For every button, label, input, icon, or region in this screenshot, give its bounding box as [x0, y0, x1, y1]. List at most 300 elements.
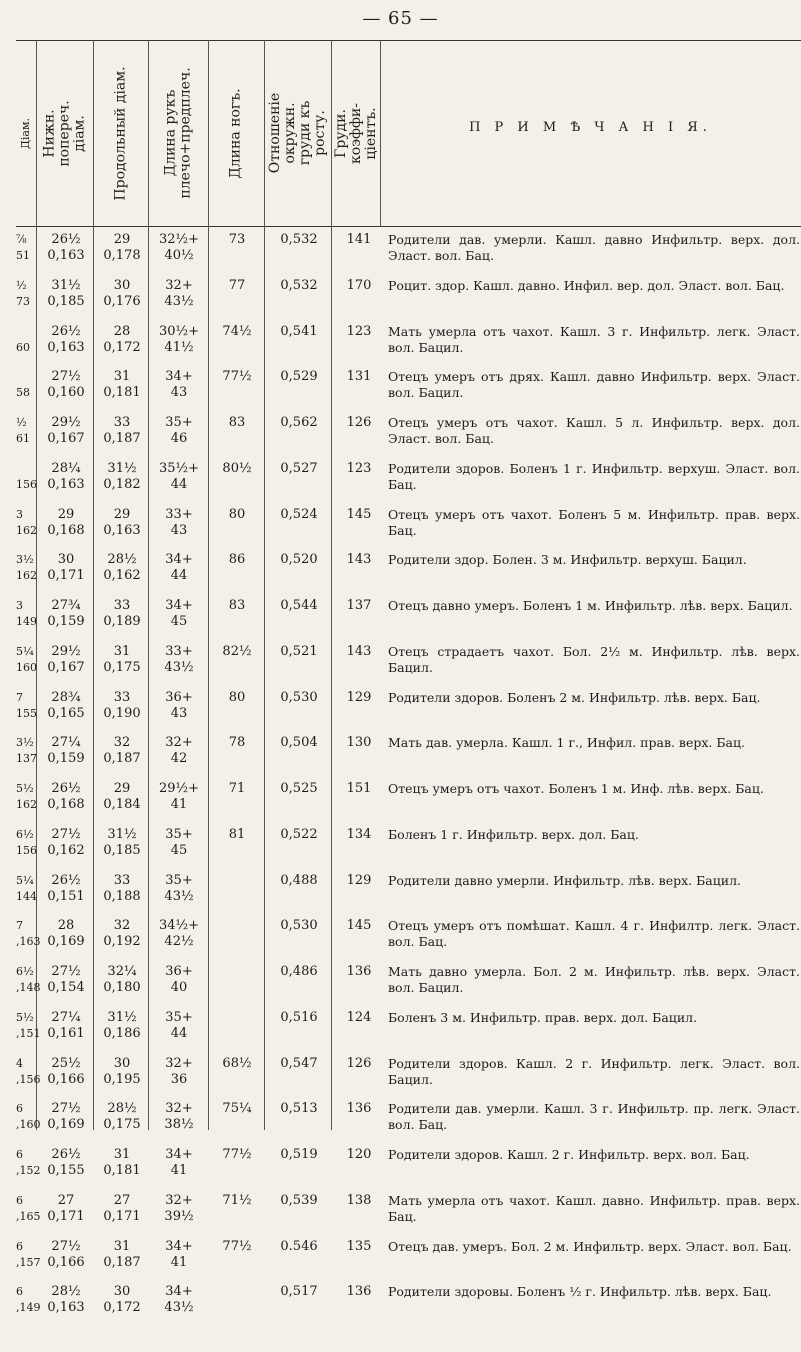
- table-row: [0, 1193, 801, 1239]
- leg-length: 74½: [222, 323, 252, 339]
- transverse-diameter: 29: [57, 506, 75, 522]
- table-row: [0, 1056, 801, 1102]
- row-note-text: Родители здоров. Кашл. 2 г. Инфильтр. верх. вол. Бац.: [388, 1147, 750, 1162]
- arm-length: 32+: [165, 1055, 193, 1071]
- transverse-diameter: 26½: [51, 232, 81, 247]
- chest-ratio: 0,532: [280, 232, 318, 247]
- header-longitudinal-diameter: Продольный діам.: [112, 65, 129, 201]
- row-index-top: 6: [16, 1239, 23, 1253]
- table-row: [0, 1284, 801, 1330]
- row-note-text: Отецъ давно умеръ. Боленъ 1 м. Инфильтр. лѣв. верх. Бацил.: [388, 598, 793, 613]
- forearm-length: 45: [170, 842, 188, 858]
- arm-length: 34+: [165, 552, 193, 568]
- row-index-top: 7: [16, 690, 23, 704]
- transverse-diameter: 27½: [51, 1238, 81, 1254]
- row-index-bottom: ,165: [16, 1209, 41, 1223]
- chest-ratio: 0,513: [280, 1101, 318, 1117]
- chest-ratio: 0,532: [280, 277, 318, 293]
- forearm-length: 43½: [164, 1300, 194, 1316]
- row-index-top: ⅞: [16, 233, 27, 246]
- row-index-bottom: ,149: [16, 1301, 41, 1315]
- transverse-ratio: 0,163: [47, 339, 85, 355]
- longitudinal-ratio: 0,172: [103, 339, 141, 355]
- chest-ratio: 0,541: [280, 323, 318, 339]
- row-note-text: Отецъ страдаетъ чахот. Бол. 2½ м. Инфильтр. лѣв. верх. Бацил.: [388, 643, 800, 675]
- transverse-ratio: 0,185: [47, 293, 85, 309]
- longitudinal-ratio: 0,195: [103, 1071, 141, 1087]
- table-row: [0, 324, 801, 370]
- transverse-ratio: 0,167: [47, 659, 85, 675]
- table-row: [0, 232, 801, 278]
- header-transverse-diameter: Нижн. попереч. діам.: [41, 99, 88, 167]
- longitudinal-ratio: 0,176: [103, 293, 141, 309]
- row-index-bottom: 156: [16, 477, 37, 491]
- leg-length: 77: [228, 277, 246, 293]
- leg-length: 71: [228, 781, 246, 796]
- row-note-text: Родители давно умерли. Инфильтр. лѣв. верх. Бацил.: [388, 872, 742, 888]
- transverse-ratio: 0,151: [47, 888, 85, 904]
- chest-coefficient: 123: [346, 323, 372, 339]
- longitudinal-diameter: 32: [113, 918, 131, 934]
- arm-length: 36+: [165, 689, 193, 705]
- page-number: — 65 —: [362, 8, 439, 29]
- row-note-text: Мать дав. умерла. Кашл. 1 г., Инфил. прав. верх. Бац.: [388, 735, 746, 751]
- chest-coefficient: 131: [346, 369, 372, 385]
- row-note: [388, 964, 800, 996]
- transverse-diameter: 27½: [51, 1101, 81, 1117]
- transverse-ratio: 0,154: [47, 980, 85, 995]
- transverse-diameter: 25½: [51, 1055, 81, 1071]
- longitudinal-ratio: 0,187: [103, 1254, 141, 1270]
- table-row: [0, 827, 801, 873]
- transverse-diameter: 26½: [51, 872, 81, 888]
- longitudinal-ratio: 0,182: [103, 476, 141, 492]
- row-note: [388, 1101, 800, 1133]
- row-note: [388, 1239, 800, 1255]
- forearm-length: 40: [170, 980, 188, 995]
- longitudinal-diameter: 33: [113, 872, 131, 888]
- transverse-diameter: 26½: [51, 1147, 81, 1162]
- longitudinal-diameter: 27: [113, 1192, 131, 1208]
- table-row: [0, 415, 801, 461]
- row-note-text: Роцит. здор. Кашл. давно. Инфил. вер. дол. Эласт. вол. Бац.: [388, 277, 785, 293]
- chest-coefficient: 170: [346, 277, 372, 293]
- forearm-length: 42: [170, 751, 188, 767]
- transverse-diameter: 28: [57, 918, 75, 934]
- longitudinal-ratio: 0,181: [103, 1163, 141, 1178]
- chest-coefficient: 124: [346, 1009, 372, 1025]
- chest-coefficient: 126: [346, 1055, 372, 1071]
- chest-ratio: 0,539: [280, 1192, 318, 1208]
- chest-coefficient: 137: [346, 598, 372, 613]
- leg-length: 80: [228, 689, 246, 705]
- table-row: [0, 507, 801, 553]
- arm-length: 33+: [165, 506, 193, 522]
- leg-length: 80: [228, 506, 246, 522]
- longitudinal-diameter: 31: [113, 1147, 131, 1162]
- chest-ratio: 0,562: [280, 415, 318, 430]
- transverse-ratio: 0,159: [47, 614, 85, 629]
- forearm-length: 43½: [164, 659, 194, 675]
- row-note: [388, 507, 800, 539]
- row-note-text: Родители здоров. Боленъ 2 м. Инфильтр. лѣв. верх. Бац.: [388, 689, 761, 705]
- chest-coefficient: 151: [346, 781, 372, 796]
- longitudinal-ratio: 0,180: [103, 980, 141, 995]
- transverse-diameter: 29½: [51, 415, 81, 430]
- transverse-diameter: 29½: [51, 643, 81, 659]
- transverse-ratio: 0,165: [47, 705, 85, 721]
- chest-ratio: 0,488: [280, 872, 318, 888]
- table-row: [0, 690, 801, 736]
- longitudinal-diameter: 33: [113, 415, 131, 430]
- longitudinal-diameter: 30: [113, 1055, 131, 1071]
- arm-length: 32+: [165, 1101, 193, 1117]
- longitudinal-ratio: 0,187: [103, 751, 141, 767]
- transverse-diameter: 26½: [51, 781, 81, 796]
- row-index-top: 6: [16, 1193, 23, 1207]
- row-index-bottom: 162: [16, 523, 37, 537]
- transverse-diameter: 27½: [51, 369, 81, 385]
- longitudinal-ratio: 0,175: [103, 1117, 141, 1133]
- row-note: [388, 690, 800, 706]
- chest-coefficient: 129: [346, 872, 372, 888]
- transverse-ratio: 0,155: [47, 1163, 85, 1178]
- chest-ratio: 0,504: [280, 735, 318, 751]
- transverse-ratio: 0,159: [47, 751, 85, 767]
- longitudinal-diameter: 33: [113, 598, 131, 613]
- table-row: [0, 598, 801, 644]
- chest-coefficient: 130: [346, 735, 372, 751]
- arm-length: 30½+: [158, 323, 200, 339]
- transverse-ratio: 0,162: [47, 842, 85, 858]
- row-index-top: 7: [16, 919, 23, 933]
- row-note: [388, 781, 800, 797]
- chest-ratio: 0,517: [280, 1284, 318, 1300]
- transverse-ratio: 0,169: [47, 934, 85, 950]
- header-chest-coefficient: Груди. коэффи-ціентъ.: [332, 102, 379, 164]
- forearm-length: 42½: [164, 934, 194, 950]
- row-note: [388, 232, 800, 264]
- row-note-text: Мать умерла отъ чахот. Кашл. 3 г. Инфильтр. легк. Эласт. вол. Бацил.: [388, 323, 800, 355]
- arm-length: 35+: [165, 1009, 193, 1025]
- row-index-top: 5½: [16, 782, 34, 795]
- chest-ratio: 0,525: [280, 781, 318, 796]
- header-arm-length: Длина рукъ плечо+предплеч.: [162, 67, 194, 199]
- row-note: [388, 1147, 800, 1163]
- longitudinal-diameter: 28½: [107, 552, 137, 568]
- forearm-length: 44: [170, 1025, 188, 1041]
- table-row: [0, 644, 801, 690]
- row-note: [388, 369, 800, 401]
- longitudinal-ratio: 0,187: [103, 431, 141, 446]
- chest-coefficient: 129: [346, 689, 372, 705]
- leg-length: 80½: [222, 460, 252, 476]
- table-row: [0, 552, 801, 598]
- chest-ratio: 0,520: [280, 552, 318, 568]
- row-note: [388, 324, 800, 356]
- transverse-ratio: 0,168: [47, 522, 85, 538]
- row-index-bottom: 137: [16, 752, 37, 766]
- transverse-ratio: 0,163: [47, 248, 85, 263]
- longitudinal-diameter: 32: [113, 735, 131, 751]
- leg-length: 86: [228, 552, 246, 568]
- row-note-text: Отецъ дав. умеръ. Бол. 2 м. Инфильтр. верх. Эласт. вол. Бац.: [388, 1238, 792, 1254]
- chest-coefficient: 143: [346, 552, 372, 568]
- row-note: [388, 552, 800, 568]
- transverse-diameter: 28¾: [51, 689, 81, 705]
- arm-length: 35+: [165, 872, 193, 888]
- leg-length: 78: [228, 735, 246, 751]
- arm-length: 35+: [165, 826, 193, 842]
- chest-ratio: 0,527: [280, 460, 318, 476]
- row-index-bottom: 160: [16, 660, 37, 674]
- chest-coefficient: 143: [346, 643, 372, 659]
- chest-ratio: 0,516: [280, 1009, 318, 1025]
- row-index-top: 3: [16, 507, 23, 521]
- leg-length: 81: [228, 826, 246, 842]
- row-index-top: ½: [16, 416, 27, 429]
- forearm-length: 45: [170, 614, 188, 629]
- row-note: [388, 598, 800, 614]
- transverse-diameter: 28½: [51, 1284, 81, 1300]
- row-index-top: ½: [16, 278, 27, 292]
- row-note: [388, 1284, 800, 1300]
- transverse-diameter: 28¼: [51, 460, 81, 476]
- forearm-length: 41: [170, 1254, 188, 1270]
- transverse-diameter: 27¾: [51, 598, 81, 613]
- chest-ratio: 0,530: [280, 689, 318, 705]
- chest-ratio: 0,521: [280, 643, 318, 659]
- row-index-bottom: 155: [16, 706, 37, 720]
- transverse-ratio: 0,166: [47, 1071, 85, 1087]
- row-note-text: Мать умерла отъ чахот. Кашл. давно. Инфильтр. прав. верх. Бац.: [388, 1192, 800, 1224]
- leg-length: 83: [228, 598, 246, 613]
- forearm-length: 40½: [164, 248, 194, 263]
- forearm-length: 43½: [164, 888, 194, 904]
- row-note-text: Родители дав. умерли. Кашл. давно Инфильтр. верх. дол. Эласт. вол. Бац.: [388, 232, 800, 263]
- longitudinal-diameter: 31: [113, 1238, 131, 1254]
- longitudinal-diameter: 29: [113, 232, 131, 247]
- row-index-bottom: ,152: [16, 1164, 41, 1177]
- forearm-length: 39½: [164, 1208, 194, 1224]
- row-index-bottom: ,148: [16, 981, 41, 994]
- row-index-top: 5¼: [16, 873, 34, 887]
- transverse-ratio: 0,168: [47, 797, 85, 812]
- chest-ratio: 0,522: [280, 826, 318, 842]
- chest-coefficient: 126: [346, 415, 372, 430]
- row-note-text: Отецъ умеръ отъ чахот. Кашл. 5 л. Инфильтр. верх. дол. Эласт. вол. Бац.: [388, 415, 800, 446]
- row-note-text: Отецъ умеръ отъ чахот. Боленъ 5 м. Инфильтр. прав. верх. Бац.: [388, 506, 800, 538]
- arm-length: 32+: [165, 735, 193, 751]
- table-row: [0, 781, 801, 827]
- row-index-top: 6: [16, 1285, 23, 1299]
- header-leg-length: Длина ногъ.: [228, 87, 244, 179]
- arm-length: 34½+: [158, 918, 200, 934]
- chest-ratio: 0.546: [280, 1238, 318, 1254]
- leg-length: 77½: [222, 1238, 252, 1254]
- row-note-text: Отецъ умеръ отъ дрях. Кашл. давно Инфильтр. верх. Эласт. вол. Бацил.: [388, 369, 800, 401]
- header-notes: П Р И М Ѣ Ч А Н І Я.: [469, 120, 712, 135]
- row-note: [388, 461, 800, 493]
- row-index-bottom: 149: [16, 615, 37, 628]
- row-note-text: Родители здоров. Кашл. 2 г. Инфильтр. легк. Эласт. вол. Бацил.: [388, 1055, 800, 1087]
- chest-ratio: 0,530: [280, 918, 318, 934]
- longitudinal-ratio: 0,190: [103, 705, 141, 721]
- leg-length: 73: [228, 232, 246, 247]
- chest-coefficient: 134: [346, 826, 372, 842]
- row-index-bottom: ,163: [16, 935, 41, 949]
- chest-ratio: 0,524: [280, 506, 318, 522]
- leg-length: 75¼: [222, 1101, 252, 1117]
- row-index-bottom: 58: [16, 386, 30, 400]
- header-bottom-rule: [16, 226, 801, 227]
- table-row: [0, 964, 801, 1010]
- row-index-bottom: ,160: [16, 1118, 41, 1132]
- chest-ratio: 0,529: [280, 369, 318, 385]
- chest-coefficient: 136: [346, 1284, 372, 1300]
- row-index-top: 3: [16, 599, 23, 612]
- longitudinal-ratio: 0,163: [103, 522, 141, 538]
- longitudinal-diameter: 30: [113, 277, 131, 293]
- header-col0: Діам.: [19, 117, 33, 149]
- transverse-ratio: 0,166: [47, 1254, 85, 1270]
- chest-coefficient: 145: [346, 506, 372, 522]
- longitudinal-diameter: 30: [113, 1284, 131, 1300]
- row-note-text: Мать давно умерла. Бол. 2 м. Инфильтр. лѣв. верх. Эласт. вол. Бацил.: [388, 964, 800, 995]
- arm-length: 34+: [165, 1238, 193, 1254]
- longitudinal-ratio: 0,181: [103, 385, 141, 401]
- row-note-text: Отецъ умеръ отъ чахот. Боленъ 1 м. Инф. лѣв. верх. Бац.: [388, 781, 764, 796]
- longitudinal-ratio: 0,162: [103, 568, 141, 584]
- transverse-ratio: 0,163: [47, 1300, 85, 1316]
- row-index-top: 3½: [16, 553, 34, 567]
- transverse-ratio: 0,163: [47, 476, 85, 492]
- row-note-text: Боленъ 3 м. Инфильтр. прав. верх. дол. Бацил.: [388, 1009, 698, 1025]
- row-index-bottom: ,157: [16, 1255, 41, 1269]
- arm-length: 34+: [165, 598, 193, 613]
- table-row: [0, 873, 801, 919]
- table-row: [0, 735, 801, 781]
- table-row: [0, 918, 801, 964]
- row-index-top: 5½: [16, 1010, 34, 1024]
- forearm-length: 46: [170, 431, 188, 446]
- longitudinal-ratio: 0,185: [103, 842, 141, 858]
- row-note-text: Родители дав. умерли. Кашл. 3 г. Инфильтр. пр. легк. Эласт. вол. Бац.: [388, 1101, 800, 1133]
- chest-coefficient: 141: [346, 232, 372, 247]
- header-chest-ratio: Отношеніе окружн. груди къ росту.: [267, 92, 329, 174]
- transverse-ratio: 0,161: [47, 1025, 85, 1041]
- transverse-diameter: 27¼: [51, 735, 81, 751]
- row-index-bottom: 51: [16, 249, 30, 262]
- chest-coefficient: 120: [346, 1147, 372, 1162]
- forearm-length: 41: [170, 797, 188, 812]
- row-index-bottom: 156: [16, 843, 37, 857]
- arm-length: 33+: [165, 643, 193, 659]
- longitudinal-diameter: 29: [113, 506, 131, 522]
- row-note-text: Отецъ умеръ отъ помѣшат. Кашл. 4 г. Инфилтр. легк. Эласт. вол. Бац.: [388, 918, 800, 950]
- row-note: [388, 918, 800, 950]
- leg-length: 71½: [222, 1192, 252, 1208]
- longitudinal-diameter: 28: [113, 323, 131, 339]
- arm-length: 32+: [165, 277, 193, 293]
- arm-length: 34+: [165, 369, 193, 385]
- row-index-top: 5¼: [16, 644, 34, 658]
- transverse-ratio: 0,167: [47, 431, 85, 446]
- longitudinal-diameter: 33: [113, 689, 131, 705]
- forearm-length: 43½: [164, 293, 194, 309]
- forearm-length: 43: [170, 705, 188, 721]
- chest-coefficient: 135: [346, 1238, 372, 1254]
- chest-ratio: 0,486: [280, 964, 318, 979]
- transverse-diameter: 27¼: [51, 1009, 81, 1025]
- table-row: [0, 1147, 801, 1193]
- longitudinal-ratio: 0,172: [103, 1300, 141, 1316]
- longitudinal-ratio: 0,188: [103, 888, 141, 904]
- longitudinal-diameter: 31: [113, 643, 131, 659]
- chest-coefficient: 136: [346, 1101, 372, 1117]
- chest-coefficient: 136: [346, 964, 372, 979]
- leg-length: 82½: [222, 643, 252, 659]
- table-row: [0, 1101, 801, 1147]
- transverse-diameter: 26½: [51, 323, 81, 339]
- arm-length: 35½+: [158, 460, 200, 476]
- row-index-top: 6½: [16, 965, 34, 978]
- row-note-text: Родители здоров. Боленъ 1 г. Инфильтр. верхуш. Эласт. вол. Бац.: [388, 460, 800, 492]
- row-note: [388, 1010, 800, 1026]
- chest-coefficient: 145: [346, 918, 372, 934]
- row-note-text: Родители здоровы. Боленъ ½ г. Инфильтр. лѣв. верх. Бац.: [388, 1284, 772, 1300]
- longitudinal-ratio: 0,184: [103, 797, 141, 812]
- row-note-text: Боленъ 1 г. Инфильтр. верх. дол. Бац.: [388, 826, 639, 842]
- longitudinal-diameter: 32¼: [107, 964, 137, 979]
- longitudinal-ratio: 0,186: [103, 1025, 141, 1041]
- longitudinal-ratio: 0,178: [103, 248, 141, 263]
- longitudinal-ratio: 0,189: [103, 614, 141, 629]
- arm-length: 34+: [165, 1147, 193, 1162]
- table-top-rule: [16, 40, 801, 41]
- longitudinal-diameter: 28½: [107, 1101, 137, 1117]
- table-row: [0, 1239, 801, 1285]
- row-index-bottom: 73: [16, 294, 30, 308]
- arm-length: 32+: [165, 1192, 193, 1208]
- transverse-ratio: 0,169: [47, 1117, 85, 1133]
- chest-ratio: 0,547: [280, 1055, 318, 1071]
- longitudinal-ratio: 0,192: [103, 934, 141, 950]
- transverse-diameter: 27½: [51, 964, 81, 979]
- row-index-bottom: ,151: [16, 1026, 41, 1040]
- row-index-bottom: 162: [16, 569, 37, 583]
- longitudinal-diameter: 29: [113, 781, 131, 796]
- table-row: [0, 461, 801, 507]
- row-note-text: Родители здор. Болен. 3 м. Инфильтр. верхуш. Бацил.: [388, 552, 747, 568]
- longitudinal-ratio: 0,171: [103, 1208, 141, 1224]
- row-index-bottom: 162: [16, 798, 37, 811]
- row-index-bottom: 144: [16, 889, 37, 903]
- row-note: [388, 827, 800, 843]
- forearm-length: 43: [170, 385, 188, 401]
- row-index-top: 6: [16, 1102, 23, 1116]
- row-note: [388, 1193, 800, 1225]
- chest-coefficient: 138: [346, 1192, 372, 1208]
- transverse-diameter: 27½: [51, 826, 81, 842]
- forearm-length: 41: [170, 1163, 188, 1178]
- forearm-length: 41½: [164, 339, 194, 355]
- leg-length: 77½: [222, 369, 252, 385]
- row-index-top: 6: [16, 1148, 23, 1161]
- row-index-top: 4: [16, 1056, 23, 1070]
- transverse-diameter: 27: [57, 1192, 75, 1208]
- row-index-top: 3½: [16, 736, 34, 750]
